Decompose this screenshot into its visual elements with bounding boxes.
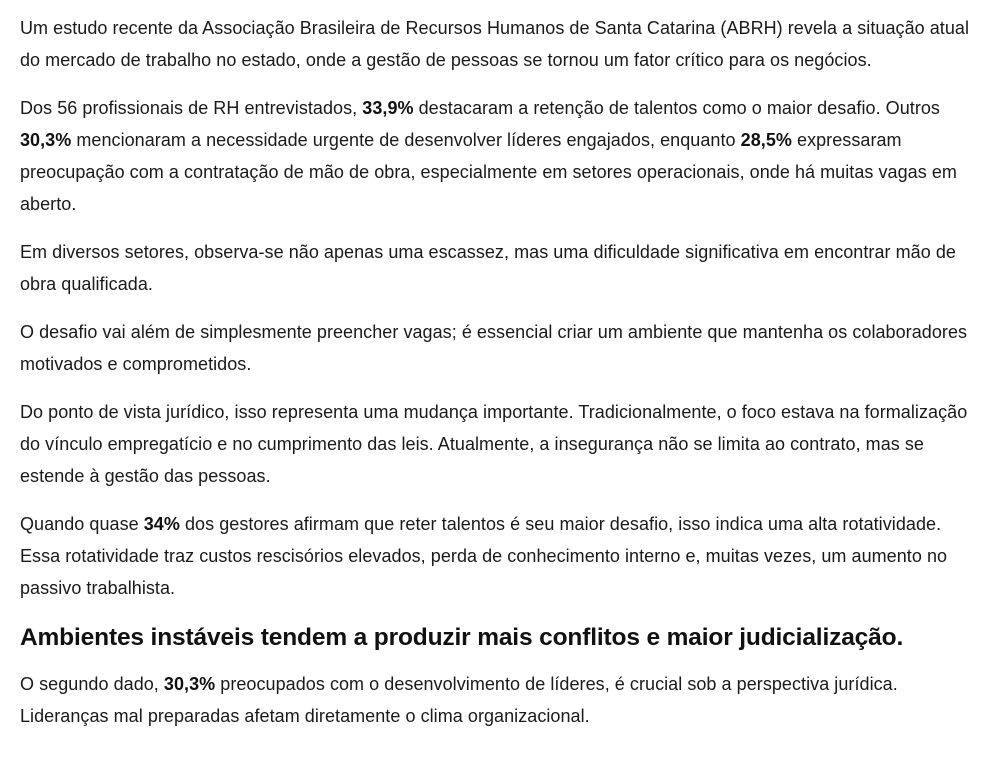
text-segment: destacaram a retenção de talentos como o maior desafio. Outros [413,98,940,118]
paragraph-legal-view: Do ponto de vista jurídico, isso representa uma mudança importante. Tradicionalmente, o foco estava na formalização do vínculo empregatício e no cumprimento das leis. Atualmente, a insegurança não se limita ao contrato, mas se estende à gestão das pessoas. [20,402,968,486]
paragraph-scarcity: Em diversos setores, observa-se não apenas uma escassez, mas uma dificuldade significativa em encontrar mão de obra qualificada. [20,242,956,294]
stat-hiring-percent: 28,5% [740,130,792,150]
paragraph-turnover [20,508,972,604]
stat-leadership-percent: 30,3% [163,674,216,694]
text-segment: O segundo dado, [20,674,164,694]
section-heading: Ambientes instáveis tendem a produzir mais conflitos e maior judicialização. [20,624,904,651]
stat-leaders-percent: 30,3% [20,130,72,150]
paragraph-survey-results [20,92,972,220]
text-segment: expressaram preocupação com a contratação de mão de obra, especialmente em setores operacionais, onde há muitas vagas em aberto. [20,130,957,214]
text-segment: Quando quase [20,514,144,534]
stat-managers-percent: 34% [143,514,180,534]
text-segment: dos gestores afirmam que reter talentos é seu maior desafio, isso indica uma alta rotatividade. Essa rotatividade traz custos rescisórios elevados, perda de conhecimento interno e, muitas vezes, um aumento no passivo trabalhista. [20,514,948,598]
text-segment: mencionaram a necessidade urgente de desenvolver líderes engajados, enquanto [71,130,741,150]
paragraph-challenge: O desafio vai além de simplesmente preencher vagas; é essencial criar um ambiente que mantenha os colaboradores motivados e comprometidos. [20,322,968,374]
paragraph-leadership [20,668,972,732]
stat-retention-percent: 33,9% [362,98,414,118]
article-body [20,12,972,748]
paragraph-intro: Um estudo recente da Associação Brasileira de Recursos Humanos de Santa Catarina (ABRH) revela a situação atual do mercado de trabalho no estado, onde a gestão de pessoas se tornou um fator crítico para os negócios. [20,18,970,70]
text-segment: Dos 56 profissionais de RH entrevistados, [20,98,363,118]
text-segment: preocupados com o desenvolvimento de líderes, é crucial sob a perspectiva jurídica. Lideranças mal preparadas afetam diretamente o clima organizacional. [20,674,898,726]
